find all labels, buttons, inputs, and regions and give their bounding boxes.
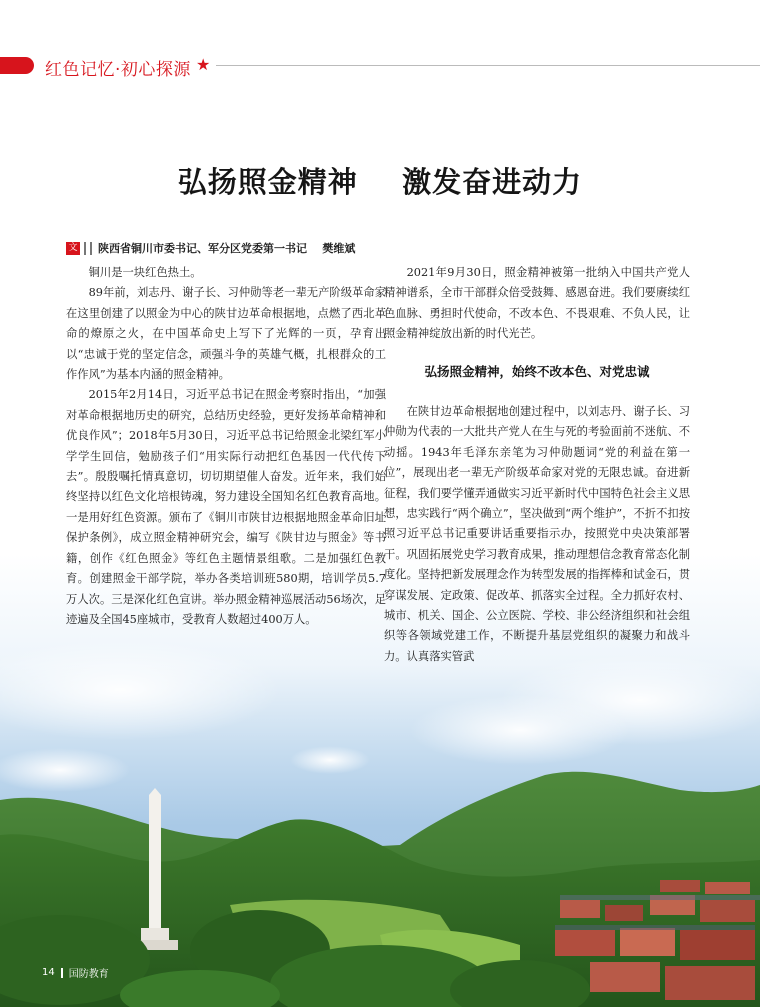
paragraph: 89年前，刘志丹、谢子长、习仲勋等老一辈无产阶级革命家在这里创建了以照金为中心的陕甘边革命根据地，点燃了西北革命的燎原之火，在中国革命史上写下了光辉的一页，孕育出以“忠诚于党的坚定信念，顽强斗争的英雄气概，扎根群众的工作作风”为基本内涵的照金精神。 [66, 286, 386, 382]
right-column-intro [384, 263, 690, 345]
author-mark-icon: 文 [66, 242, 80, 255]
paragraph: 铜川是一块红色热土。 [88, 266, 202, 279]
magazine-name: 国防教育 [68, 969, 109, 980]
section-label: 红色记忆·初心探源 [45, 60, 191, 80]
byline-divider [84, 242, 86, 255]
paragraph: 2015年2月14日，习近平总书记在照金考察时指出，“加强对革命根据地历史的研究，总结历史经验，更好发扬革命精神和优良作风”；2018年5月30日，习近平总书记给照金北梁红军小学学生回信，勉励孩子们“用实际行动把红色基因一代代传下去”。殷殷嘱托情真意切，切切期望催人奋发。近年来，我们始终坚持以红色文化培根铸魂，努力建设全国知名红色教育高地。一是用好红色资源。颁布了《铜川市陕甘边根据地照金革命旧址保护条例》，成立照金精神研究会，编写《陕甘边与照金》等书籍，创作《红色照金》等红色主题情景组歌。二是加强红色教育。创建照金干部学院，举办各类培训班580期，培训学员5.7万人次。三是深化红色宣讲。举办照金精神巡展活动56场次，足迹遍及全国45座城市，受教育人数超过400万人。 [66, 388, 386, 626]
byline [66, 239, 355, 257]
page-footer [42, 965, 109, 980]
left-column [66, 263, 386, 630]
section-bar [0, 57, 34, 74]
paragraph: 2021年9月30日，照金精神被第一批纳入中国共产党人精神谱系，全市干部群众倍受鼓舞、感恩奋进。我们要赓续红色血脉、勇担时代使命，不改本色、不畏艰难、不负人民，让照金精神绽放出新的时代光芒。 [384, 266, 690, 341]
byline-divider [90, 242, 92, 255]
page-number: 14 [42, 967, 55, 978]
article-title: 弘扬照金精神 激发奋进动力 [177, 165, 583, 199]
header-divider [216, 65, 760, 66]
author-name: 陕西省铜川市委书记、军分区党委第一书记 樊维斌 [98, 242, 356, 255]
star-icon: ★ [196, 55, 211, 74]
footer-divider [61, 968, 63, 978]
section-subheading: 弘扬照金精神，始终不改本色、对党忠诚 [424, 364, 650, 379]
paragraph: 在陕甘边革命根据地创建过程中，以刘志丹、谢子长、习仲勋为代表的一大批共产党人在生与死的考验面前不迷航、不动摇。1943年毛泽东亲笔为习仲勋题词“党的利益在第一位”，展现出老一辈无产阶级革命家对党的无限忠诚。奋进新征程，我们要学懂弄通做实习近平新时代中国特色社会主义思想，忠实践行“两个确立”，坚决做到“两个维护”，不折不扣按照习近平总书记重要讲话重要指示办，按照党中央决策部署干。巩固拓展党史学习教育成果，推动理想信念教育常态化制度化。坚持把新发展理念作为转型发展的指挥棒和试金石，贯穿谋发展、定政策、促改革、抓落实全过程。全力抓好农村、城市、机关、国企、公立医院、学校、非公经济组织和社会组织等各领域党建工作，不断提升基层党组织的凝聚力和战斗力。认真落实管武 [384, 405, 690, 663]
right-column [384, 402, 690, 667]
